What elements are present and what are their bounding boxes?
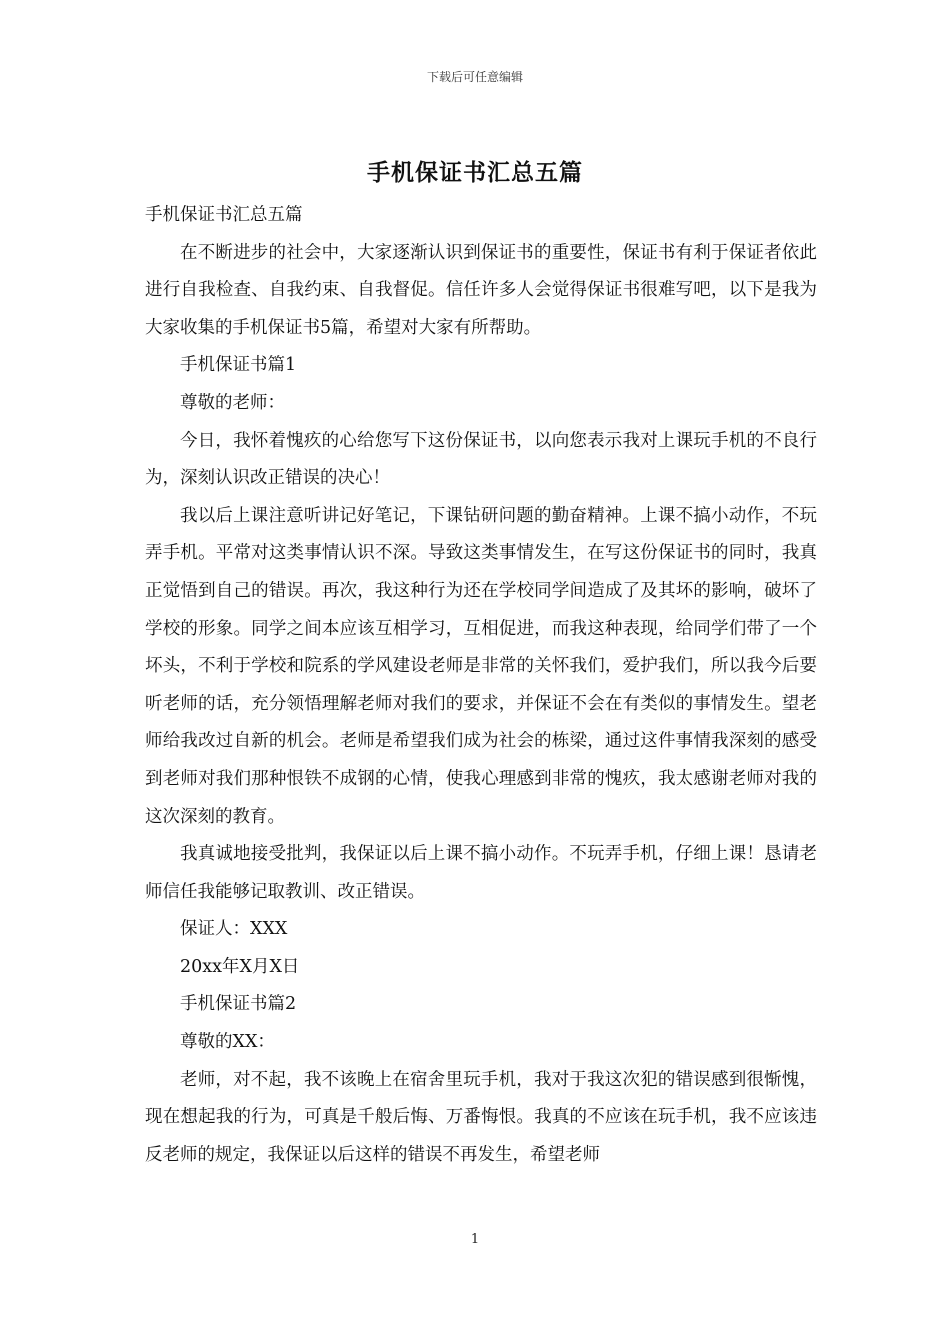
signature-line: 保证人：XXX bbox=[180, 919, 288, 940]
body-paragraph: 今日，我怀着愧疚的心给您写下这份保证书，以向您表示我对上课玩手机的不良行为，深刻认识改正错误的决心！ bbox=[145, 430, 817, 489]
body-paragraph: 老师，对不起，我不该晚上在宿舍里玩手机，我对于我这次犯的错误感到很惭愧，现在想起我的行为，可真是千般后悔、万番悔恨。我真的不应该在玩手机，我不应该违反老师的规定，我保证以后这样的错误不再发生，希望老师 bbox=[145, 1069, 817, 1165]
section-heading-1: 手机保证书篇1 bbox=[180, 355, 297, 376]
document-body bbox=[145, 197, 817, 1174]
body-paragraph: 我真诚地接受批判，我保证以后上课不搞小动作。不玩弄手机，仔细上课！恳请老师信任我能够记取教训、改正错误。 bbox=[145, 844, 817, 902]
subtitle-line: 手机保证书汇总五篇 bbox=[145, 205, 303, 225]
page-number: 1 bbox=[470, 1232, 480, 1247]
date-line: 20xx年X月X日 bbox=[180, 956, 300, 977]
section-heading-2: 手机保证书篇2 bbox=[180, 994, 297, 1015]
document-title: 手机保证书汇总五篇 bbox=[367, 159, 583, 186]
intro-paragraph: 在不断进步的社会中，大家逐渐认识到保证书的重要性，保证书有利于保证者依此进行自我检查、自我约束、自我督促。信任许多人会觉得保证书很难写吧，以下是我为大家收集的手机保证书5篇，希望对大家有所帮助。 bbox=[145, 242, 817, 338]
salutation-2: 尊敬的XX： bbox=[180, 1032, 275, 1053]
body-paragraph: 我以后上课注意听讲记好笔记，下课钻研问题的勤奋精神。上课不搞小动作，不玩弄手机。平常对这类事情认识不深。导致这类事情发生，在写这份保证书的同时，我真正觉悟到自己的错误。再次，我这种行为还在学校同学间造成了及其坏的影响，破坏了学校的形象。同学之间本应该互相学习，互相促进，而我这种表现，给同学们带了一个坏头，不利于学校和院系的学风建设老师是非常的关怀我们，爱护我们，所以我今后要听老师的话，充分领悟理解老师对我们的要求，并保证不会在有类似的事情发生。望老师给我改过自新的机会。老师是希望我们成为社会的栋梁，通过这件事情我深刻的感受到老师对我们那种恨铁不成钢的心情，使我心理感到非常的愧疚，我太感谢老师对我的这次深刻的教育。 bbox=[145, 505, 817, 827]
header-note: 下载后可任意编辑 bbox=[426, 70, 523, 84]
salutation-1: 尊敬的老师： bbox=[180, 392, 285, 413]
